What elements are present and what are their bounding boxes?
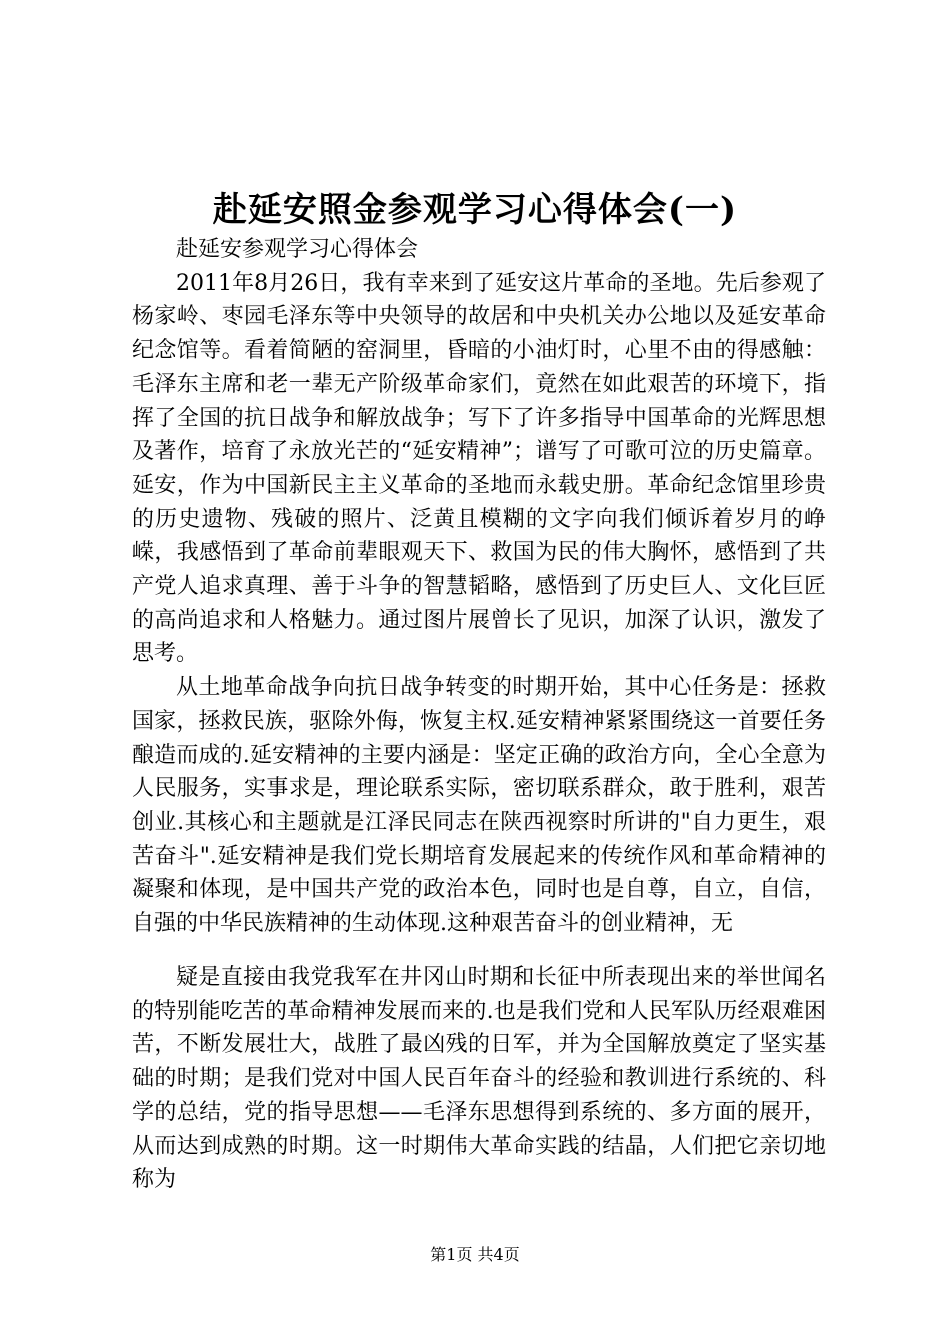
subtitle: 赴延安参观学习心得体会 (176, 237, 419, 262)
paragraph-3: 疑是直接由我党我军在井冈山时期和长征中所表现出来的举世闻名的特别能吃苦的革命精神发展而来的.也是我们党和人民军队历经艰难困苦，不断发展壮大，战胜了最凶残的日军，并为全国解放奠定了坚实基础的时期；是我们党对中国人民百年奋斗的经验和教训进行系统的、科学的总结，党的指导思想——毛泽东思想得到系统的、多方面的展开，从而达到成熟的时期。这一时期伟大革命实践的结晶，人们把它亲切地称为 (132, 965, 826, 1193)
document-body-bottom (132, 961, 826, 1197)
paragraph-1: 2011年8月26日，我有幸来到了延安这片革命的圣地。先后参观了杨家岭、枣园毛泽东等中央领导的故居和中央机关办公地以及延安革命纪念馆等。看着简陋的窑洞里，昏暗的小油灯时，心里不由的得感触：毛泽东主席和老一辈无产阶级革命家们，竟然在如此艰苦的环境下，指挥了全国的抗日战争和解放战争；写下了许多指导中国革命的光辉思想及著作，培育了永放光芒的“延安精神”；谱写了可歌可泣的历史篇章。延安，作为中国新民主主义革命的圣地而永载史册。革命纪念馆里珍贵的历史遗物、残破的照片、泛黄且模糊的文字向我们倾诉着岁月的峥嵘，我感悟到了革命前辈眼观天下、救国为民的伟大胸怀，感悟到了共产党人追求真理、善于斗争的智慧韬略，感悟到了历史巨人、文化巨匠的高尚追求和人格魅力。通过图片展曾长了见识，加深了认识，激发了思考。 (132, 270, 826, 667)
document-body-top (132, 233, 826, 941)
page-footer: 第1页 共4页 (430, 1245, 520, 1264)
document-title: 赴延安照金参观学习心得体会(一) (212, 190, 738, 230)
paragraph-2: 从土地革命战争向抗日战争转变的时期开始，其中心任务是：拯救国家，拯救民族，驱除外侮，恢复主权.延安精神紧紧围绕这一首要任务酿造而成的.延安精神的主要内涵是：坚定正确的政治方向，全心全意为人民服务，实事求是，理论联系实际，密切联系群众，敢于胜利，艰苦创业.其核心和主题就是江泽民同志在陕西视察时所讲的"自力更生，艰苦奋斗".延安精神是我们党长期培育发展起来的传统作风和革命精神的凝聚和体现，是中国共产党的政治本色，同时也是自尊，自立，自信，自强的中华民族精神的生动体现.这种艰苦奋斗的创业精神，无 (132, 675, 826, 937)
